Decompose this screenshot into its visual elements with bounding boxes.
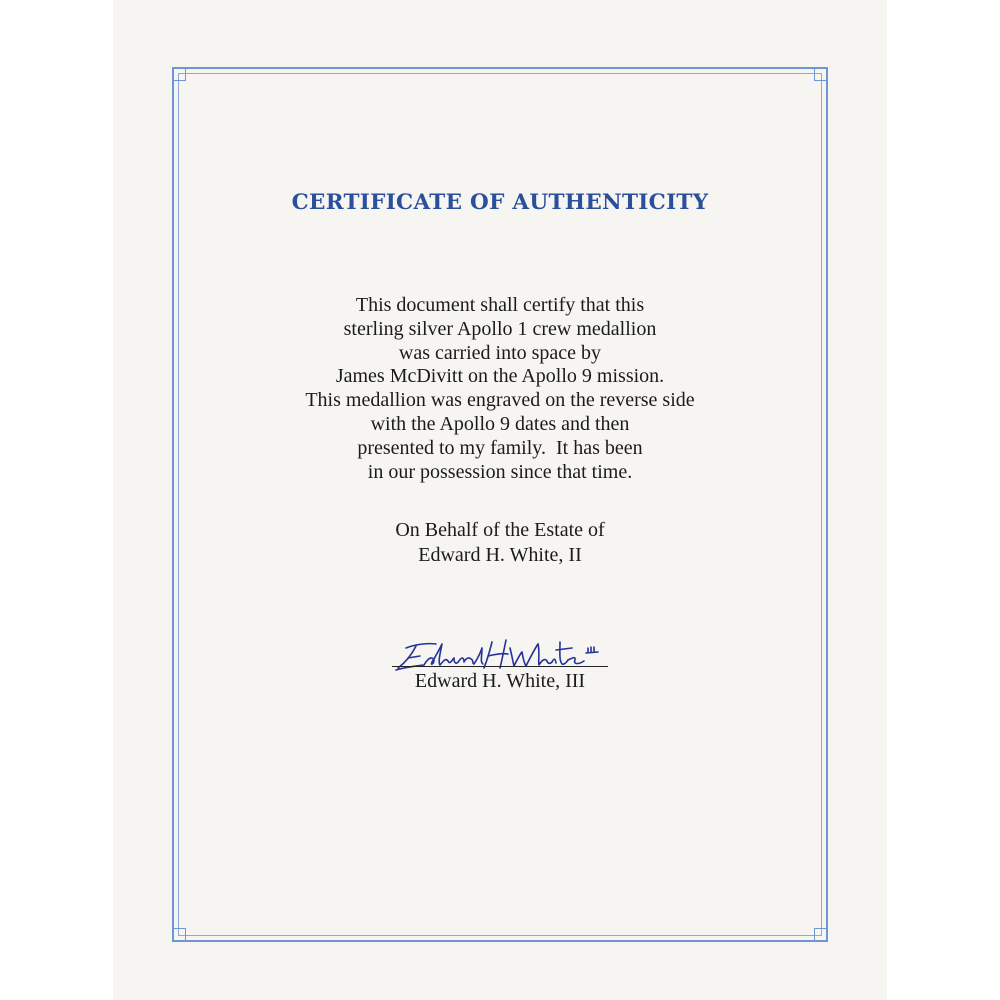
- body-line: This document shall certify that this: [355, 294, 645, 316]
- corner-ornament-bottom-left: [172, 928, 186, 942]
- body-line: sterling silver Apollo 1 crew medallion: [343, 317, 657, 340]
- estate-name: Edward H. White, II: [418, 544, 582, 566]
- body-line: presented to my family. It has been: [357, 436, 643, 459]
- signer-name: Edward H. White, III: [414, 670, 586, 692]
- behalf-line: On Behalf of the Estate of: [395, 519, 605, 541]
- corner-ornament-bottom-right: [814, 928, 828, 942]
- body-line: in our possession since that time.: [367, 460, 633, 483]
- body-line: was carried into space by: [398, 341, 602, 364]
- body-line: James McDivitt on the Apollo 9 mission.: [335, 365, 665, 388]
- signature-line: [392, 666, 608, 667]
- body-line: This medallion was engraved on the reverse side: [305, 389, 695, 412]
- certificate-title: CERTIFICATE OF AUTHENTICITY: [291, 190, 709, 215]
- corner-ornament-top-right: [814, 67, 828, 81]
- estate-attribution: [178, 518, 822, 568]
- corner-ornament-top-left: [172, 67, 186, 81]
- body-line: with the Apollo 9 dates and then: [370, 412, 630, 435]
- certificate-body: [178, 294, 822, 484]
